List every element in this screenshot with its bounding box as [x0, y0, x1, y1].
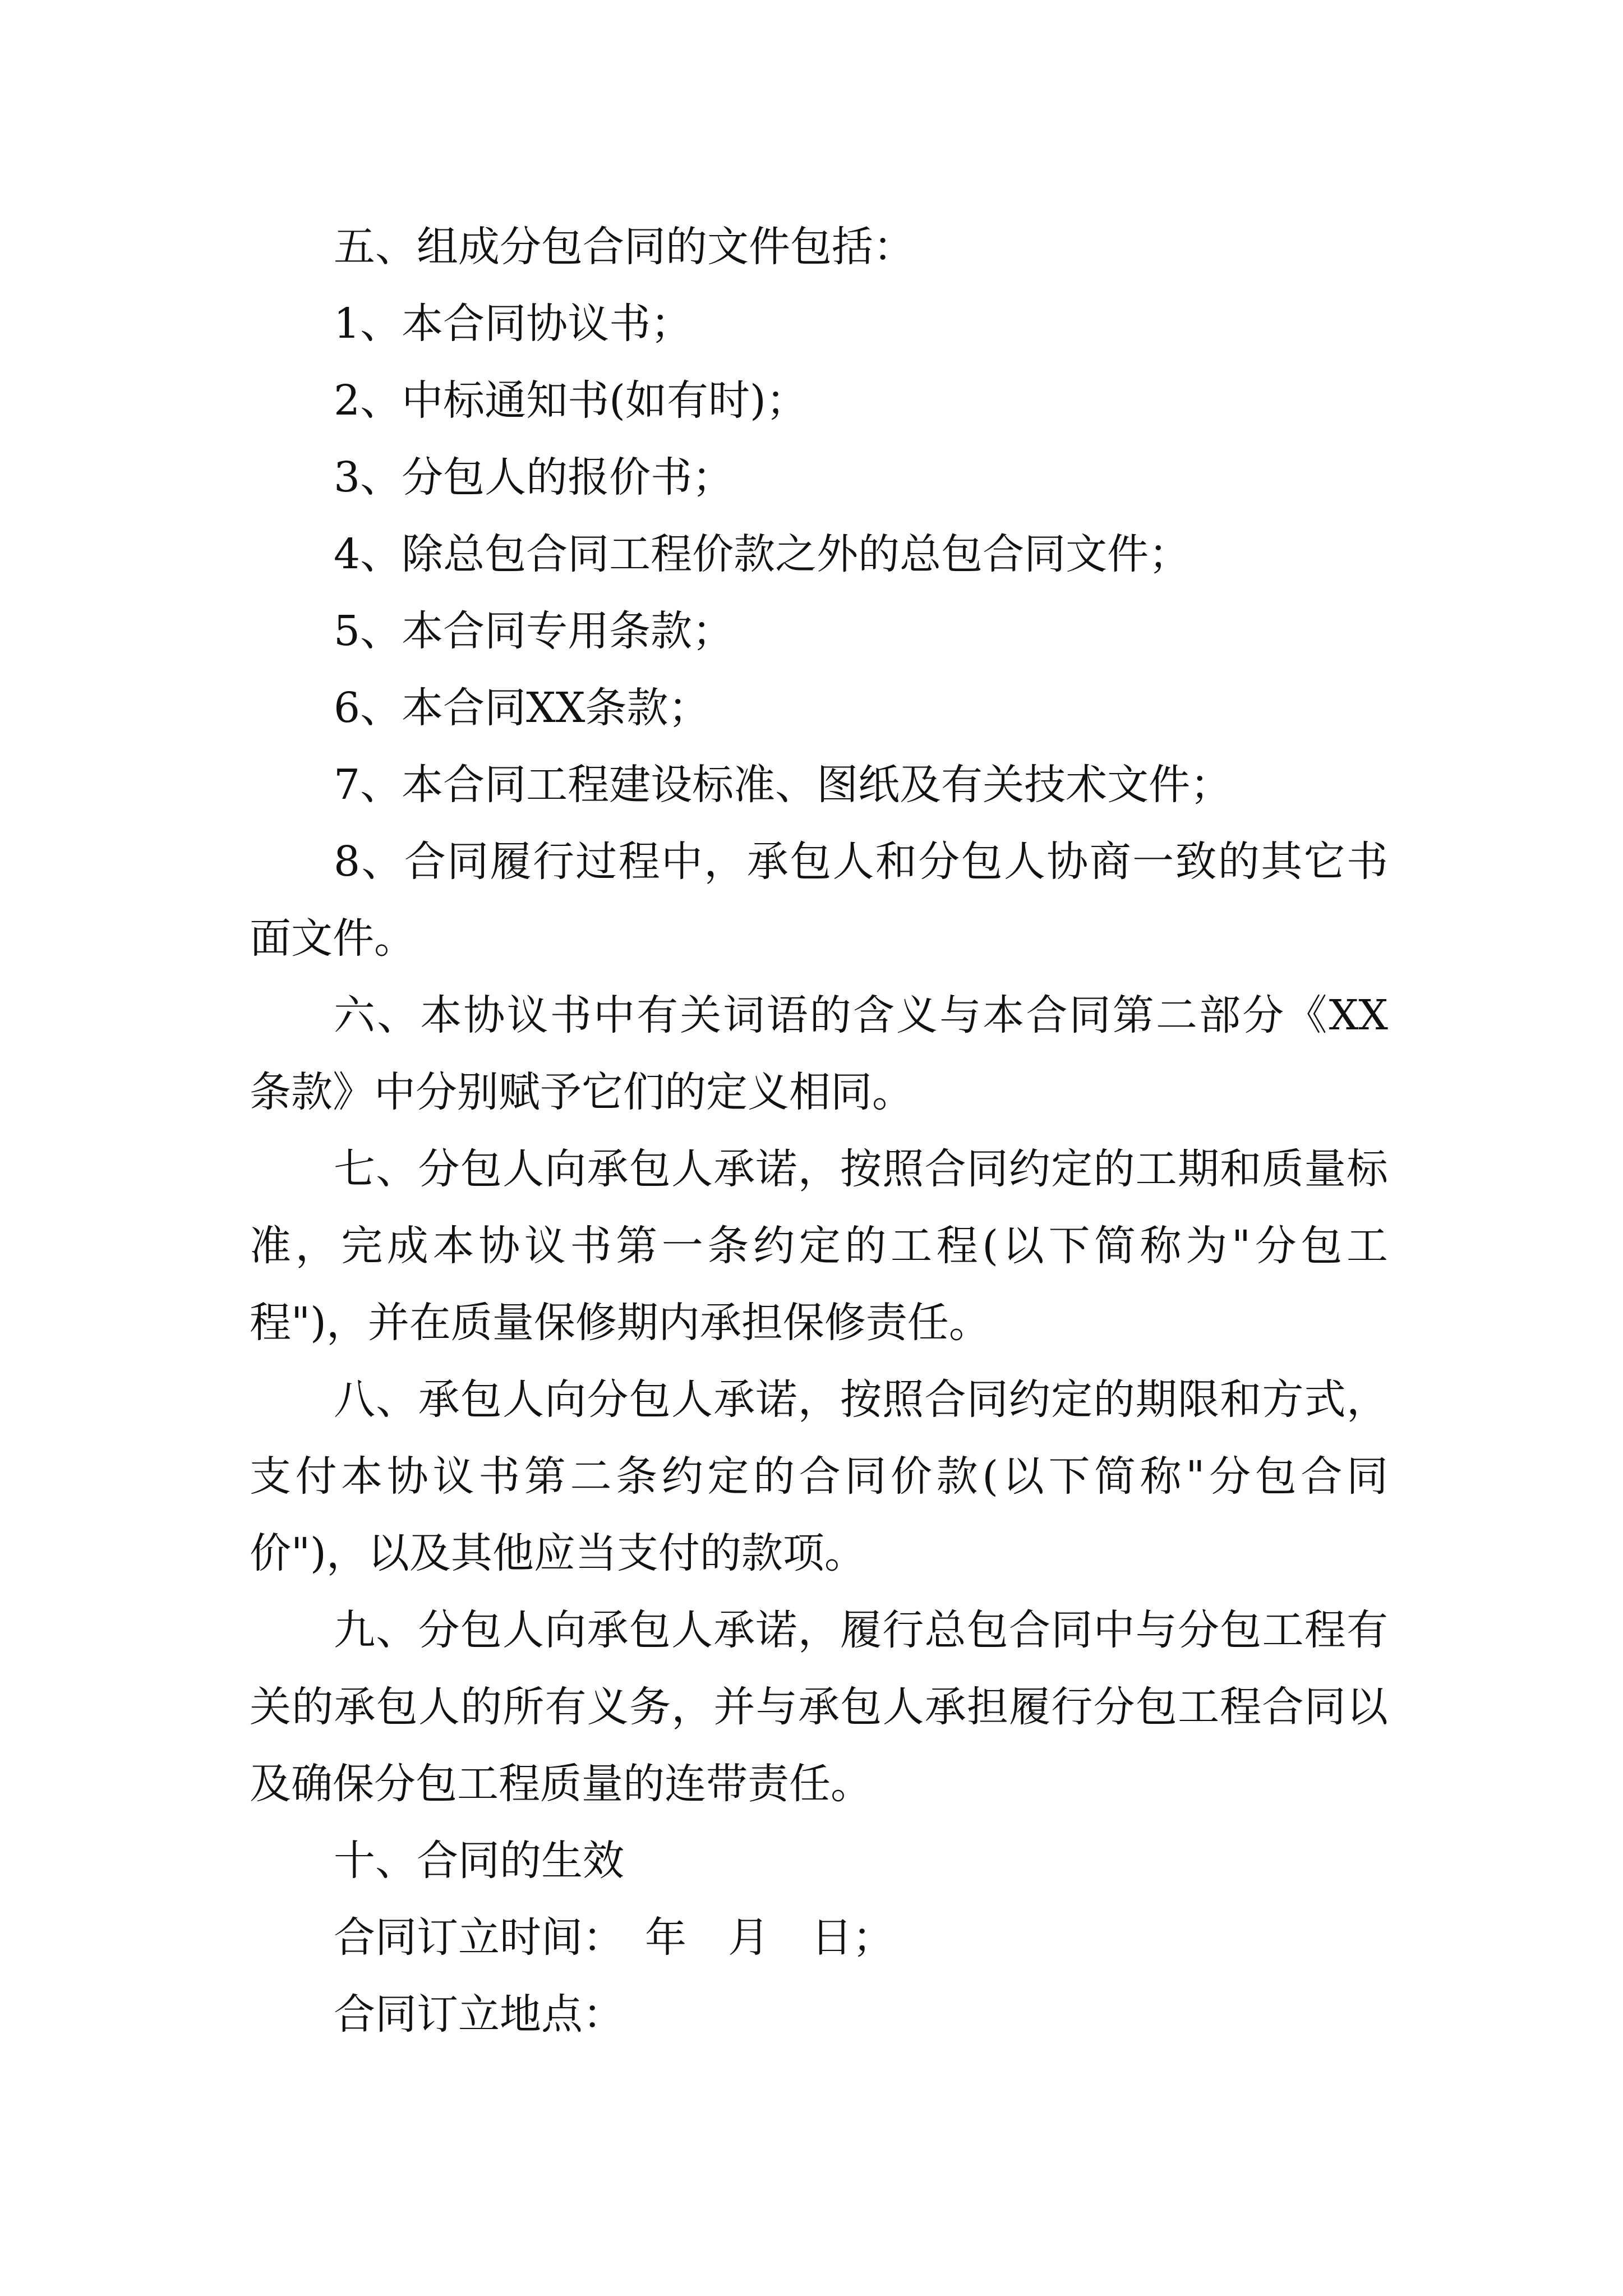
section-7-paragraph: 七、分包人向承包人承诺，按照合同约定的工期和质量标准，完成本协议书第一条约定的工程(以下简称为"分包工程")，并在质量保修期内承担保修责任。 — [250, 1145, 1388, 1347]
list-item-5: 5、本合同专用条款； — [334, 607, 734, 655]
contract-signing-place: 合同订立地点： — [334, 1990, 624, 2039]
list-item-6: 6、本合同XX条款； — [334, 684, 710, 732]
list-item-4: 4、除总包合同工程价款之外的总包合同文件； — [334, 530, 1191, 578]
list-item-3: 3、分包人的报价书； — [334, 453, 734, 501]
section-10-heading: 十、合同的生效 — [334, 1837, 624, 1885]
section-6-paragraph: 六、本协议书中有关词语的含义与本合同第二部分《XX条款》中分别赋予它们的定义相同。 — [250, 991, 1388, 1116]
list-item-1: 1、本合同协议书； — [334, 300, 693, 348]
section-8-paragraph: 八、承包人向分包人承诺，按照合同约定的期限和方式，支付本协议书第二条约定的合同价款(以下简称"分包合同价")，以及其他应当支付的款项。 — [250, 1375, 1388, 1577]
section-5-heading: 五、组成分包合同的文件包括： — [334, 223, 915, 271]
section-9-paragraph: 九、分包人向承包人承诺，履行总包合同中与分包工程有关的承包人的所有义务，并与承包人承担履行分包工程合同以及确保分包工程质量的连带责任。 — [250, 1606, 1388, 1808]
list-item-8: 8、合同履行过程中，承包人和分包人协商一致的其它书面文件。 — [250, 838, 1388, 963]
list-item-7: 7、本合同工程建设标准、图纸及有关技术文件； — [334, 761, 1232, 809]
list-item-2: 2、中标通知书(如有时)； — [334, 376, 808, 425]
contract-signing-date: 合同订立时间： 年 月 日； — [334, 1913, 894, 1962]
document-body — [250, 209, 1388, 2053]
